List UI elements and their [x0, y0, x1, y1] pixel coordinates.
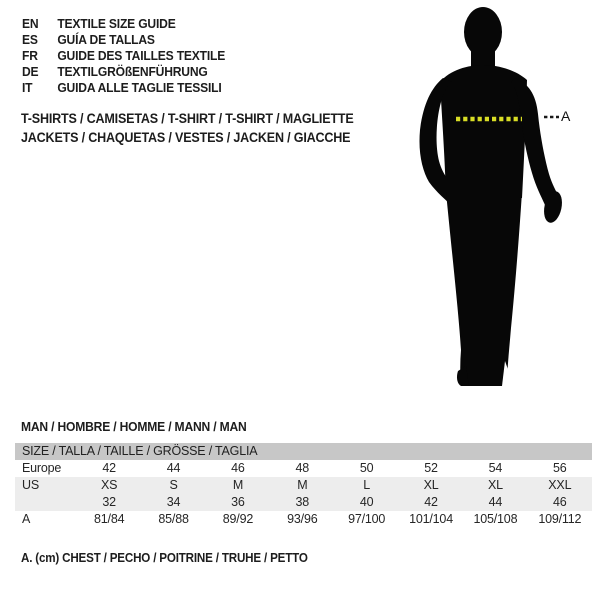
- size-cell: 109/112: [538, 512, 582, 526]
- language-row: [22, 80, 225, 96]
- size-cell: 54: [488, 461, 503, 475]
- size-table: [15, 443, 592, 528]
- table-row-us-letter: [15, 477, 592, 494]
- size-cell: 50: [359, 461, 374, 475]
- size-cell: S: [169, 478, 178, 492]
- row-label: US: [22, 478, 39, 492]
- language-code: ES: [22, 32, 38, 47]
- size-cell: XXL: [548, 478, 572, 492]
- size-cell: 46: [231, 461, 245, 475]
- language-list: [22, 16, 225, 96]
- size-cell: M: [297, 478, 308, 492]
- language-label: TEXTILE SIZE GUIDE: [57, 16, 176, 31]
- size-cell: 38: [295, 495, 310, 509]
- language-label: GUIDA ALLE TAGLIE TESSILI: [57, 80, 222, 95]
- table-row-europe: [15, 460, 592, 477]
- row-label: Europe: [22, 461, 62, 475]
- size-cell: 44: [166, 461, 181, 475]
- size-cell: XL: [423, 478, 439, 492]
- language-row: [22, 32, 225, 48]
- size-cell: 40: [359, 495, 374, 509]
- category-jackets: JACKETS / CHAQUETAS / VESTES / JACKEN / GIACCHE: [21, 129, 351, 145]
- size-cell: XL: [487, 478, 503, 492]
- language-label: TEXTILGRÖßENFÜHRUNG: [57, 64, 208, 79]
- size-cell: 81/84: [94, 512, 125, 526]
- size-cell: 97/100: [348, 512, 386, 526]
- size-cell: 42: [102, 461, 116, 475]
- size-cell: L: [363, 478, 371, 492]
- man-silhouette-figure: [400, 0, 600, 400]
- language-code: EN: [22, 16, 39, 31]
- row-label: [15, 494, 77, 511]
- table-row-chest-measure: [15, 511, 592, 528]
- table-row-us-number: [15, 494, 592, 511]
- category-list: [21, 110, 354, 147]
- size-cell: 42: [424, 495, 438, 509]
- size-cell: 46: [553, 495, 567, 509]
- language-code: DE: [22, 64, 39, 79]
- size-cell: M: [232, 478, 244, 492]
- measure-label-a: A: [561, 108, 571, 124]
- language-code: IT: [22, 80, 33, 95]
- size-cell: 105/108: [473, 512, 518, 526]
- row-label: A: [22, 512, 31, 526]
- size-cell: 101/104: [409, 512, 453, 526]
- footnote-chest-measure: A. (cm) CHEST / PECHO / POITRINE / TRUHE / PETTO: [21, 551, 308, 565]
- size-cell: 89/92: [222, 512, 254, 526]
- size-cell: XS: [101, 478, 118, 492]
- language-row: [22, 48, 225, 64]
- language-label: GUÍA DE TALLAS: [57, 32, 155, 47]
- size-cell: 56: [553, 461, 567, 475]
- size-cell: 85/88: [158, 512, 189, 526]
- language-code: FR: [22, 48, 38, 63]
- size-table-header: SIZE / TALLA / TAILLE / GRÖSSE / TAGLIA: [15, 443, 592, 460]
- size-cell: 52: [424, 461, 438, 475]
- section-title-man: MAN / HOMBRE / HOMME / MANN / MAN: [21, 419, 247, 434]
- category-tshirts: T-SHIRTS / CAMISETAS / T-SHIRT / T-SHIRT / MAGLIETTE: [21, 111, 354, 126]
- size-cell: 44: [488, 495, 503, 509]
- language-row: [22, 16, 225, 32]
- language-row: [22, 64, 225, 80]
- size-cell: 48: [295, 461, 310, 475]
- size-cell: 93/96: [287, 512, 318, 526]
- size-cell: 34: [166, 495, 181, 509]
- language-label: GUIDE DES TAILLES TEXTILE: [57, 48, 226, 63]
- size-cell: 32: [102, 495, 116, 509]
- man-silhouette: [419, 7, 564, 386]
- size-cell: 36: [231, 495, 245, 509]
